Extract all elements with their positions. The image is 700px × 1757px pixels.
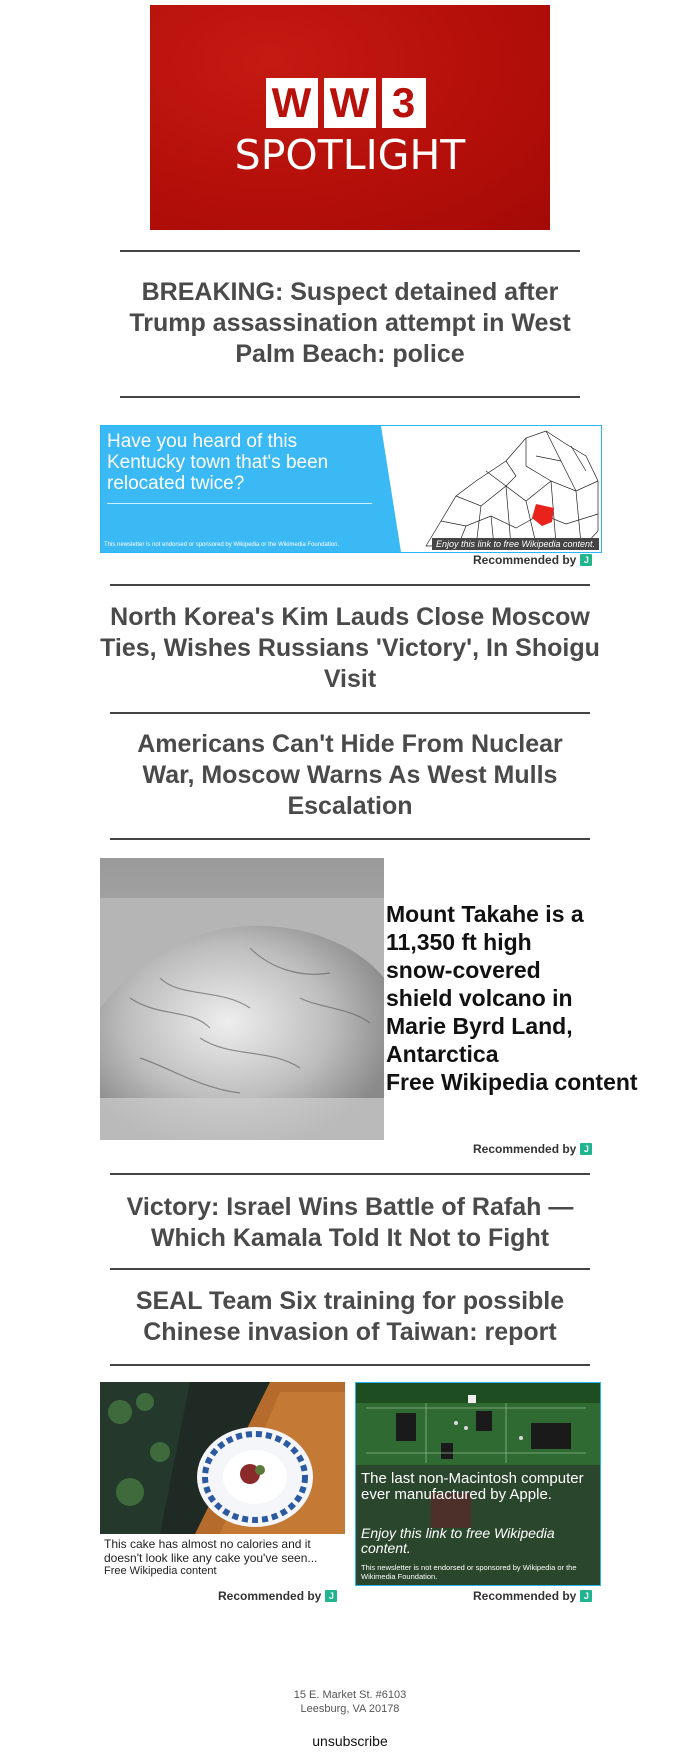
headline-link[interactable]: North Korea's Kim Lauds Close Moscow Ties, Wishes Russians 'Victory', In Shoigu Visit bbox=[100, 603, 600, 693]
ad-disclaimer: This newsletter is not endorsed or sponsored by Wikipedia or the Wikimedia Foundation. bbox=[104, 542, 340, 548]
recommended-by-link[interactable] bbox=[473, 553, 592, 567]
ad-question: Have you heard of this Kentucky town that's been relocated twice? bbox=[107, 431, 329, 494]
logo-box-3: 3 bbox=[382, 78, 426, 128]
ad-apple-headline: The last non-Macintosh computer ever manufactured by Apple. bbox=[361, 1470, 584, 1503]
recommender-logo-icon: J bbox=[325, 1590, 337, 1602]
logo-letter-boxes bbox=[266, 78, 426, 128]
footer-address-line1: 15 E. Market St. #6103 bbox=[293, 1689, 407, 1701]
recommended-by-link[interactable] bbox=[473, 1589, 592, 1603]
ad-volcano-source: Free Wikipedia content bbox=[386, 1069, 638, 1095]
cake-plate-photo[interactable] bbox=[100, 1382, 345, 1534]
ad-volcano-headline: Mount Takahe is a 11,350 ft high snow-covered shield volcano in Marie Byrd Land, Antarctica bbox=[386, 901, 584, 1067]
recommended-label: Recommended by bbox=[473, 1589, 577, 1603]
recommended-label: Recommended by bbox=[218, 1589, 322, 1603]
divider bbox=[120, 396, 580, 398]
ad-disclaimer: This newsletter is not endorsed or sponsored by Wikipedia or the Wikimedia Foundation. bbox=[361, 1563, 577, 1581]
volcano-aerial-photo[interactable] bbox=[100, 858, 384, 1140]
divider bbox=[110, 1268, 590, 1270]
ad-apple-cta: Enjoy this link to free Wikipedia content. bbox=[361, 1525, 555, 1556]
divider bbox=[110, 712, 590, 714]
recommender-logo-icon: J bbox=[580, 1590, 592, 1602]
divider bbox=[120, 250, 580, 252]
recommender-logo-icon: J bbox=[580, 554, 592, 566]
kentucky-map-icon bbox=[386, 426, 601, 552]
logo-box-w1: W bbox=[266, 78, 318, 128]
footer-address-line2: Leesburg, VA 20178 bbox=[300, 1703, 400, 1715]
recommended-by-link[interactable] bbox=[473, 1142, 592, 1156]
recommended-label: Recommended by bbox=[473, 553, 577, 567]
sponsored-ad-apple-computer[interactable] bbox=[355, 1382, 601, 1586]
divider bbox=[110, 1364, 590, 1366]
ad-cake-source: Free Wikipedia content bbox=[104, 1565, 217, 1577]
recommended-by-link[interactable] bbox=[218, 1589, 337, 1603]
ad-caption: Enjoy this link to free Wikipedia content. bbox=[432, 538, 599, 550]
headline-link[interactable]: Americans Can't Hide From Nuclear War, Moscow Warns As West Mulls Escalation bbox=[137, 730, 563, 820]
ad-cake-text[interactable]: This cake has almost no calories and it doesn't look like any cake you've seen... bbox=[104, 1537, 318, 1565]
brand-logo[interactable] bbox=[150, 5, 550, 230]
recommender-logo-icon: J bbox=[580, 1143, 592, 1155]
headline-link[interactable]: BREAKING: Suspect detained after Trump assassination attempt in West Palm Beach: police bbox=[129, 278, 571, 368]
divider bbox=[110, 584, 590, 586]
divider bbox=[110, 838, 590, 840]
ad-volcano-text[interactable] bbox=[386, 900, 638, 1096]
logo-wordmark: SPOTLIGHT bbox=[234, 131, 466, 179]
divider bbox=[110, 1173, 590, 1175]
headline-link[interactable]: SEAL Team Six training for possible Chinese invasion of Taiwan: report bbox=[135, 1287, 565, 1346]
recommended-label: Recommended by bbox=[473, 1142, 577, 1156]
unsubscribe-link[interactable]: unsubscribe bbox=[312, 1733, 388, 1749]
logo-box-w2: W bbox=[324, 78, 376, 128]
headline-link[interactable]: Victory: Israel Wins Battle of Rafah — Which Kamala Told It Not to Fight bbox=[126, 1193, 574, 1252]
sponsored-ad-kentucky[interactable] bbox=[100, 425, 602, 553]
ad-divider bbox=[107, 503, 372, 504]
